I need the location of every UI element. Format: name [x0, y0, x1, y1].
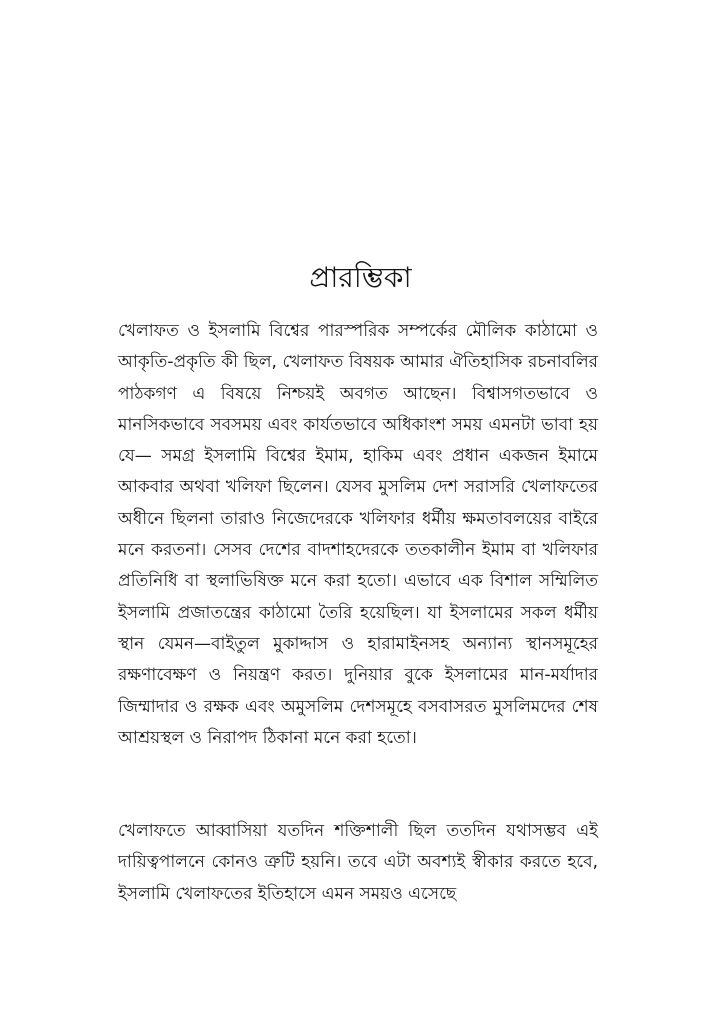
page-title: প্রারম্ভিকা	[309, 261, 412, 294]
body-paragraph-1: খেলাফত ও ইসলামি বিশ্বের পারস্পরিক সম্পর্কের মৌলিক কাঠামো ও আকৃতি-প্রকৃতি কী ছিল, খেলাফত বিষয়ক আমার ঐতিহাসিক রচনাবলির পাঠকগণ এ বিষয়ে নিশ্চয়ই অবগত আছেন। বিশ্বাসগতভাবে ও মানসিকভাবে সবসময় এবং কার্যতভাবে অধিকাংশ সময় এমনটা ভাবা হয় যে— সমগ্র ইসলামি বিশ্বের ইমাম, হাকিম এবং প্রধান একজন ইমামে আকবার অথবা খলিফা ছিলেন। যেসব মুসলিম দেশ সরাসরি খেলাফতের অধীনে ছিলনা তারাও নিজেদেরকে খলিফার ধর্মীয় ক্ষমতাবলয়ের বাইরে মনে করতনা। সেসব দেশের বাদশাহদেরকে ততকালীন ইমাম বা খলিফার প্রতিনিধি বা স্থলাভিষিক্ত মনে করা হতো। এভাবে এক বিশাল সম্মিলিত ইসলামি প্রজাতন্ত্রের কাঠামো তৈরি হয়েছিল। যা ইসলামের সকল ধর্মীয় স্থান যেমন—বাইতুল মুকাদ্দাস ও হারামাইনসহ অন্যান্য স্থানসমূহের রক্ষণাবেক্ষণ ও নিয়ন্ত্রণ করত। দুনিয়ার বুকে ইসলামের মান-মর্যাদার জিম্মাদার ও রক্ষক এবং অমুসলিম দেশসমূহে বসবাসরত মুসলিমদের শেষ আশ্রয়স্থল ও নিরাপদ ঠিকানা মনে করা হতো।	[118, 321, 598, 748]
body-paragraph-2: খেলাফতে আব্বাসিয়া যতদিন শক্তিশালী ছিল ততদিন যথাসম্ভব এই দায়িত্বপালনে কোনও ত্রুটি হয়নি। তবে এটা অবশ্যই স্বীকার করতে হবে, ইসলামি খেলাফতের ইতিহাসে এমন সময়ও এসেছে	[118, 821, 598, 904]
